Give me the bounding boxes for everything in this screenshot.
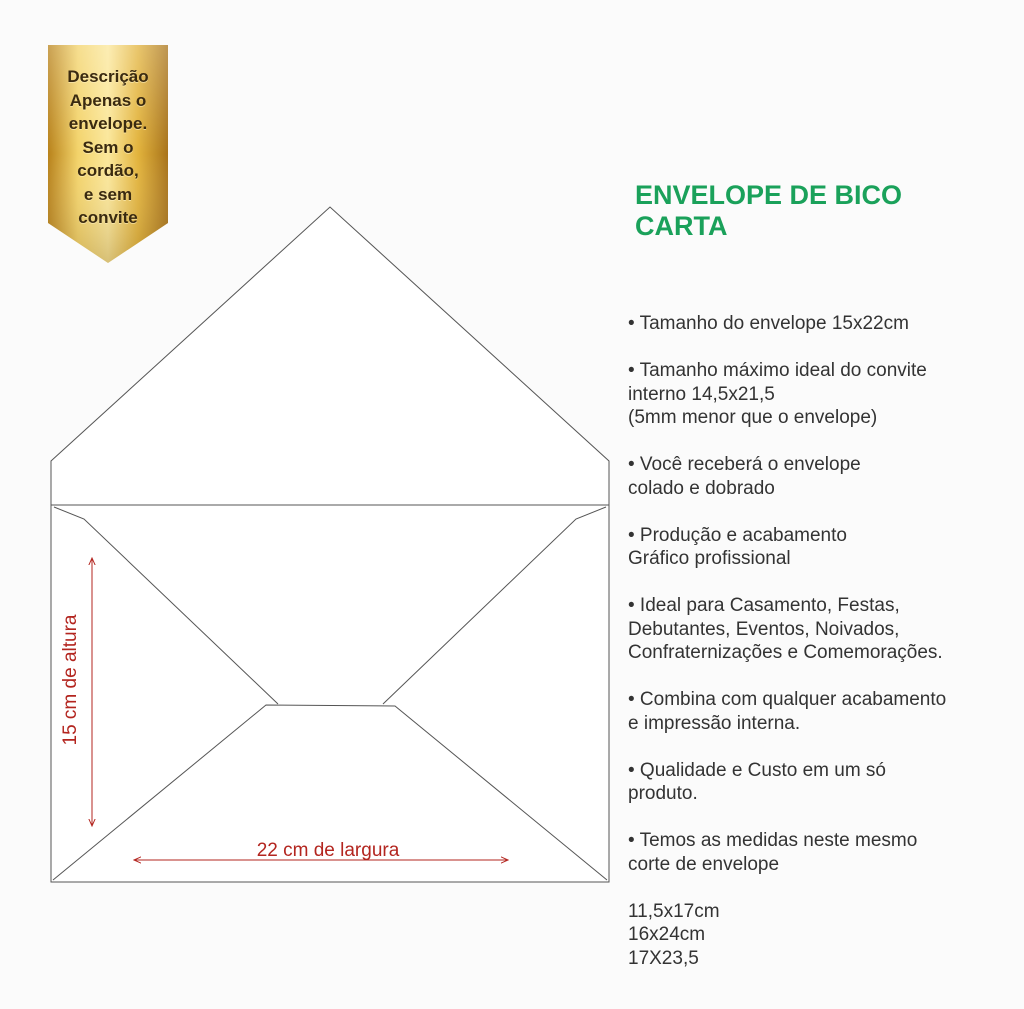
bullet-line: interno 14,5x21,5	[628, 383, 775, 405]
bullet-line: • Tamanho do envelope 15x22cm	[628, 313, 909, 334]
bullet-line: • Você receberá o envelope	[628, 454, 861, 475]
bullet-item	[628, 312, 1018, 336]
title-line: ENVELOPE DE BICO	[635, 180, 903, 210]
bullet-line: • Temos as medidas neste mesmo	[628, 830, 918, 851]
badge-line: Apenas o	[69, 90, 147, 110]
bullet-item	[628, 759, 1018, 806]
bullet-line: • Tamanho máximo ideal do convite	[628, 360, 927, 381]
size-item: 11,5x17cm	[628, 900, 720, 922]
bullet-line: • Qualidade e Custo em um só	[628, 759, 887, 781]
bullet-line: e impressão interna.	[628, 712, 801, 734]
height-label: 15 cm de altura	[60, 614, 81, 746]
bullet-line: • Produção e acabamento	[628, 524, 847, 546]
bullet-line: corte de envelope	[628, 853, 780, 875]
badge-line: convite	[78, 208, 138, 227]
badge-line: envelope.	[68, 114, 148, 133]
bullet-item	[628, 524, 1018, 571]
bullet-item	[628, 688, 1018, 735]
width-label: 22 cm de largura	[256, 840, 400, 861]
title-line: CARTA	[635, 211, 728, 241]
bullet-line: colado e dobrado	[628, 477, 775, 499]
badge-line: Sem o	[82, 137, 134, 157]
bullet-item	[628, 829, 1018, 876]
badge-line: Descrição	[67, 67, 149, 86]
bullet-line: (5mm menor que o envelope)	[628, 407, 878, 428]
product-info	[628, 312, 1018, 970]
bullet-line: Gráfico profissional	[628, 548, 791, 569]
size-item: 16x24cm	[628, 924, 706, 945]
bullet-item	[628, 359, 1018, 430]
envelope-body	[51, 505, 609, 882]
bullet-line: Confraternizações e Comemorações.	[628, 642, 943, 663]
bullet-line: • Combina com qualquer acabamento	[628, 689, 947, 710]
envelope-top-flap	[51, 207, 609, 505]
size-item: 17X23,5	[628, 947, 699, 969]
badge-line: e sem	[83, 184, 133, 204]
bullet-line: produto.	[628, 783, 698, 804]
bullet-line: Debutantes, Eventos, Noivados,	[628, 618, 900, 640]
bullet-item	[628, 453, 1018, 500]
product-title	[635, 180, 995, 242]
bullet-line: • Ideal para Casamento, Festas,	[628, 595, 900, 616]
size-list	[628, 900, 1018, 971]
bullet-item	[628, 594, 1018, 665]
badge-line: cordão,	[77, 161, 139, 180]
